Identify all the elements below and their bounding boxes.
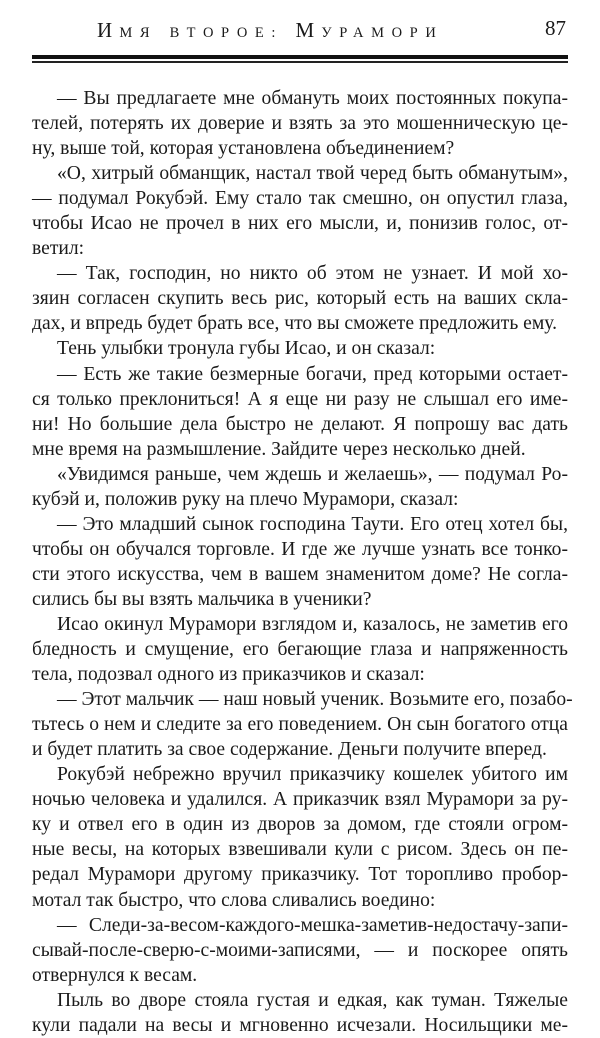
text-line: Тень улыбки тронула губы Исао, и он сказал: xyxy=(57,338,436,360)
text-line: редал Мурамори другому приказчику. Тот торопливо пробор- xyxy=(32,864,568,886)
text-line: — Этот мальчик — наш новый ученик. Возьмите его, позабо- xyxy=(57,689,573,711)
text-line: ночью человека и удалился. А приказчик взял Мурамори за ру- xyxy=(32,789,568,811)
text-line: бледность и смущение, его бегающие глаза и напряженность xyxy=(32,639,568,661)
text-line: мне время на размышление. Зайдите через несколько дней. xyxy=(32,438,526,460)
text-line: — подумал Рокубэй. Ему стало так смешно, он опустил глаза, xyxy=(32,188,568,210)
text-line: Рокубэй небрежно вручил приказчику кошелек убитого им xyxy=(57,764,568,786)
text-line: Исао окинул Мурамори взглядом и, казалось, не заметив его xyxy=(57,613,568,635)
text-line: кубэй и, положив руку на плечо Мурамори, сказал: xyxy=(32,488,459,510)
text-line: — Следи-за-весом-каждого-мешка-заметив-недостачу-запи- xyxy=(57,914,568,936)
text-line: ные весы, на которых взвешивали кули с рисом. Здесь он пе- xyxy=(32,839,568,861)
text-line: мотал так быстро, что слова сливались воедино: xyxy=(32,889,436,911)
text-line: дах, и впредь будет брать все, что вы сможете предложить ему. xyxy=(32,313,557,335)
title-word: МУРАМОРИ xyxy=(295,18,444,42)
text-line: кули падали на весы и мгновенно исчезали. Носильщики ме- xyxy=(32,1014,568,1036)
text-line: ни! Но большие дела быстро не делают. Я попрошу вас дать xyxy=(32,413,568,435)
running-title xyxy=(97,18,443,43)
text-line: Пыль во дворе стояла густая и едкая, как туман. Тяжелые xyxy=(57,989,568,1011)
text-line: отвернулся к весам. xyxy=(32,964,198,986)
text-line: — Это младший сынок господина Таути. Его отец хотел бы, xyxy=(57,513,568,535)
text-line: тела, подозвал одного из приказчиков и сказал: xyxy=(32,664,425,686)
text-line: ся только преклониться! А я еще ни разу не слышал его име- xyxy=(32,388,568,410)
text-line: «Увидимся раньше, чем ждешь и желаешь», — подумал Ро- xyxy=(57,463,568,485)
text-line: чтобы Исао не прочел в них его мысли, и, понизив голос, от- xyxy=(32,213,568,235)
text-line: — Вы предлагаете мне обмануть моих постоянных покупа- xyxy=(57,88,568,109)
text-line: и будет платить за свое содержание. Деньги получите вперед. xyxy=(32,739,547,761)
text-line: — Так, господин, но никто об этом не узнает. И мой хо- xyxy=(57,263,568,285)
text-line: зяин согласен скупить весь рис, который есть на ваших скла- xyxy=(32,288,568,310)
text-line: чтобы он обучался торговле. И где же лучше узнать все тонко- xyxy=(32,538,568,560)
body-text xyxy=(32,86,573,1038)
text-line: сывай-после-сверю-с-моими-записями, — и поскорее опять xyxy=(32,939,568,961)
header-rule-thick xyxy=(32,55,568,59)
text-line: сились бы вы взять мальчика в ученики? xyxy=(32,588,372,610)
running-head xyxy=(32,14,568,44)
header-rule-thin xyxy=(32,61,568,63)
text-line: ку и отвел его в один из дворов за домом, где стояли огром- xyxy=(32,814,568,836)
text-line: сти этого искусства, чем в вашем знаменитом доме? Не согла- xyxy=(32,563,568,585)
text-line: ветил: xyxy=(32,238,85,260)
text-line: ну, выше той, которая установлена объединением? xyxy=(32,138,455,160)
title-word: ВТОРОЕ: xyxy=(169,25,284,41)
page-number: 87 xyxy=(545,16,566,40)
text-line: — Есть же такие безмерные богачи, пред которыми остает- xyxy=(57,363,568,385)
text-line: «О, хитрый обманщик, настал твой черед быть обманутым», xyxy=(57,163,568,185)
title-word: ИМЯ xyxy=(97,18,158,42)
text-line: тьтесь о нем и следите за его поведением. Он сын богатого отца xyxy=(32,714,568,736)
text-line: телей, потерять их доверие и взять за это мошенническую це- xyxy=(32,113,568,135)
